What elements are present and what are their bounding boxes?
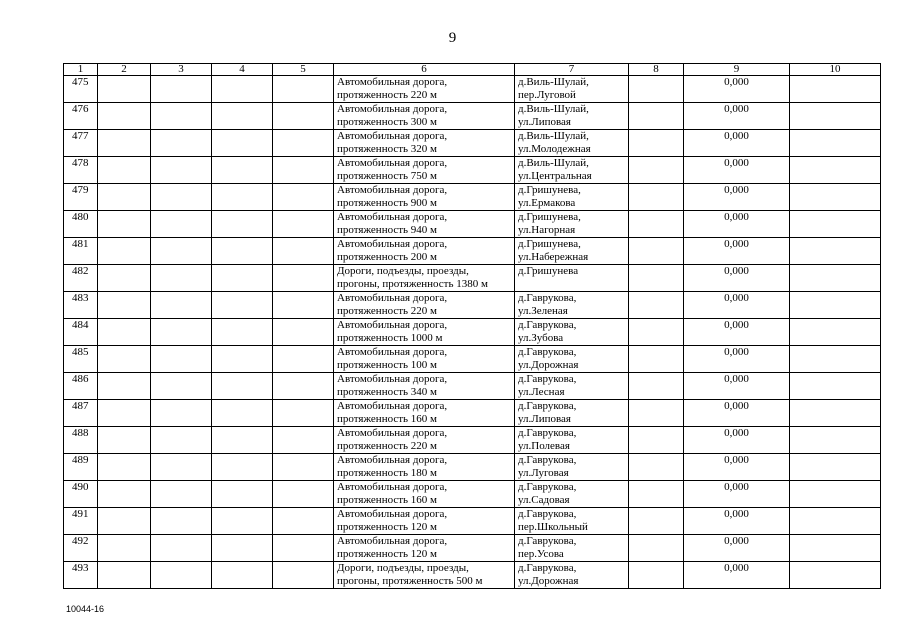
col-4-cell [212, 157, 273, 184]
object-name-line: протяженность 750 м [337, 169, 438, 182]
column-header-4: 4 [212, 64, 273, 76]
table-row [64, 130, 881, 157]
col-10-cell [790, 157, 881, 184]
col-8-cell [629, 373, 684, 400]
location-line: д.Гаврукова, [518, 373, 577, 385]
col-4-cell [212, 346, 273, 373]
row-number-cell: 480 [64, 211, 98, 238]
col-5-cell [273, 211, 334, 238]
col-3-cell [151, 130, 212, 157]
col-2-cell [98, 76, 151, 103]
col-8-cell [629, 103, 684, 130]
object-name-line: протяженность 200 м [337, 250, 438, 263]
value-cell: 0,000 [684, 562, 790, 589]
col-4-cell [212, 508, 273, 535]
location-line: пер.Луговой [518, 88, 576, 101]
value-cell: 0,000 [684, 211, 790, 238]
location-line: ул.Нагорная [518, 223, 576, 236]
col-3-cell [151, 400, 212, 427]
col-8-cell [629, 265, 684, 292]
col-8-cell [629, 184, 684, 211]
location-cell [515, 292, 629, 319]
object-name-line: протяженность 160 м [337, 493, 438, 506]
object-name-cell [334, 292, 515, 319]
location-cell [515, 76, 629, 103]
col-2-cell [98, 346, 151, 373]
table-row [64, 76, 881, 103]
object-name-line: Автомобильная дорога, [337, 373, 448, 385]
location-cell [515, 103, 629, 130]
object-name-line: Автомобильная дорога, [337, 130, 448, 142]
object-name-line: Автомобильная дорога, [337, 211, 448, 223]
col-10-cell [790, 346, 881, 373]
location-line: д.Гаврукова, [518, 481, 577, 493]
row-number-cell: 485 [64, 346, 98, 373]
col-3-cell [151, 427, 212, 454]
value-cell: 0,000 [684, 130, 790, 157]
col-10-cell [790, 481, 881, 508]
location-line: д.Гаврукова, [518, 454, 577, 466]
row-number-cell: 486 [64, 373, 98, 400]
table-row [64, 346, 881, 373]
column-header-6: 6 [334, 64, 515, 76]
location-line: д.Гришунева [518, 265, 579, 277]
col-8-cell [629, 427, 684, 454]
col-4-cell [212, 373, 273, 400]
location-line: ул.Зеленая [518, 304, 568, 317]
col-4-cell [212, 76, 273, 103]
column-header-7: 7 [515, 64, 629, 76]
col-2-cell [98, 103, 151, 130]
col-4-cell [212, 319, 273, 346]
value-cell: 0,000 [684, 373, 790, 400]
object-name-line: протяженность 220 м [337, 439, 438, 452]
col-10-cell [790, 130, 881, 157]
table-row [64, 184, 881, 211]
location-line: пер.Усова [518, 547, 564, 560]
value-cell: 0,000 [684, 319, 790, 346]
location-line: ул.Лесная [518, 385, 565, 398]
object-name-line: протяженность 100 м [337, 358, 438, 371]
location-cell [515, 238, 629, 265]
location-cell [515, 373, 629, 400]
location-cell [515, 535, 629, 562]
col-3-cell [151, 103, 212, 130]
col-8-cell [629, 400, 684, 427]
object-name-line: протяженность 160 м [337, 412, 438, 425]
col-3-cell [151, 535, 212, 562]
column-header-5: 5 [273, 64, 334, 76]
col-8-cell [629, 76, 684, 103]
object-name-line: прогоны, протяженность 1380 м [337, 277, 488, 290]
location-line: д.Гаврукова, [518, 400, 577, 412]
location-cell [515, 481, 629, 508]
object-name-line: Автомобильная дорога, [337, 238, 448, 250]
object-name-line: прогоны, протяженность 500 м [337, 574, 483, 587]
value-cell: 0,000 [684, 184, 790, 211]
col-3-cell [151, 184, 212, 211]
object-name-line: Автомобильная дорога, [337, 103, 448, 115]
row-number-cell: 488 [64, 427, 98, 454]
value-cell: 0,000 [684, 400, 790, 427]
row-number-cell: 487 [64, 400, 98, 427]
value-cell: 0,000 [684, 508, 790, 535]
object-name-line: Автомобильная дорога, [337, 319, 448, 331]
table-row [64, 508, 881, 535]
col-4-cell [212, 265, 273, 292]
location-line: д.Гаврукова, [518, 346, 577, 358]
row-number-cell: 478 [64, 157, 98, 184]
object-name-line: Автомобильная дорога, [337, 292, 448, 304]
location-line: ул.Садовая [518, 493, 570, 506]
row-number-cell: 484 [64, 319, 98, 346]
row-number-cell: 493 [64, 562, 98, 589]
col-8-cell [629, 157, 684, 184]
col-8-cell [629, 346, 684, 373]
location-line: д.Гаврукова, [518, 508, 577, 520]
object-name-cell [334, 535, 515, 562]
col-8-cell [629, 319, 684, 346]
col-2-cell [98, 562, 151, 589]
col-10-cell [790, 562, 881, 589]
value-cell: 0,000 [684, 76, 790, 103]
table-row [64, 373, 881, 400]
col-5-cell [273, 427, 334, 454]
col-2-cell [98, 373, 151, 400]
object-name-line: Автомобильная дорога, [337, 400, 448, 412]
location-cell [515, 184, 629, 211]
object-name-line: протяженность 220 м [337, 88, 438, 101]
object-name-line: Автомобильная дорога, [337, 454, 448, 466]
table-row [64, 481, 881, 508]
header-row [64, 64, 881, 76]
col-3-cell [151, 373, 212, 400]
object-name-cell [334, 319, 515, 346]
document-code: 10044-16 [66, 604, 105, 614]
col-10-cell [790, 265, 881, 292]
column-header-8: 8 [629, 64, 684, 76]
row-number-cell: 482 [64, 265, 98, 292]
col-5-cell [273, 292, 334, 319]
col-5-cell [273, 535, 334, 562]
object-name-cell [334, 157, 515, 184]
object-name-line: Автомобильная дорога, [337, 184, 448, 196]
col-10-cell [790, 454, 881, 481]
table-row [64, 400, 881, 427]
location-cell [515, 130, 629, 157]
location-line: ул.Полевая [518, 439, 570, 452]
row-number-cell: 489 [64, 454, 98, 481]
value-cell: 0,000 [684, 238, 790, 265]
col-5-cell [273, 400, 334, 427]
col-2-cell [98, 427, 151, 454]
col-8-cell [629, 292, 684, 319]
object-name-cell [334, 103, 515, 130]
col-2-cell [98, 238, 151, 265]
col-10-cell [790, 211, 881, 238]
location-cell [515, 400, 629, 427]
object-name-line: протяженность 1000 м [337, 331, 443, 344]
object-name-cell [334, 481, 515, 508]
col-3-cell [151, 157, 212, 184]
col-3-cell [151, 346, 212, 373]
col-2-cell [98, 400, 151, 427]
table-row [64, 292, 881, 319]
col-10-cell [790, 508, 881, 535]
col-8-cell [629, 562, 684, 589]
col-3-cell [151, 562, 212, 589]
object-name-line: Автомобильная дорога, [337, 481, 448, 493]
col-3-cell [151, 319, 212, 346]
col-4-cell [212, 481, 273, 508]
object-name-line: протяженность 120 м [337, 520, 438, 533]
row-number-cell: 490 [64, 481, 98, 508]
page-number: 9 [448, 30, 457, 46]
location-line: ул.Дорожная [518, 358, 579, 371]
location-cell [515, 265, 629, 292]
col-10-cell [790, 184, 881, 211]
location-cell [515, 211, 629, 238]
column-header-1: 1 [64, 64, 98, 76]
location-line: д.Гаврукова, [518, 562, 577, 574]
col-10-cell [790, 103, 881, 130]
value-cell: 0,000 [684, 265, 790, 292]
location-cell [515, 427, 629, 454]
value-cell: 0,000 [684, 346, 790, 373]
object-name-line: Автомобильная дорога, [337, 76, 448, 88]
object-name-cell [334, 508, 515, 535]
col-5-cell [273, 454, 334, 481]
col-4-cell [212, 454, 273, 481]
location-line: ул.Центральная [518, 169, 592, 182]
col-4-cell [212, 562, 273, 589]
col-3-cell [151, 292, 212, 319]
object-name-cell [334, 400, 515, 427]
col-3-cell [151, 481, 212, 508]
location-cell [515, 319, 629, 346]
object-name-line: протяженность 300 м [337, 115, 438, 128]
column-header-2: 2 [98, 64, 151, 76]
col-5-cell [273, 76, 334, 103]
value-cell: 0,000 [684, 454, 790, 481]
col-2-cell [98, 184, 151, 211]
location-line: д.Гришунева, [518, 238, 581, 250]
row-number-cell: 491 [64, 508, 98, 535]
object-name-line: протяженность 940 м [337, 223, 438, 236]
object-name-line: протяженность 180 м [337, 466, 438, 479]
column-header-9: 9 [684, 64, 790, 76]
table-row [64, 157, 881, 184]
row-number-cell: 476 [64, 103, 98, 130]
col-10-cell [790, 400, 881, 427]
col-4-cell [212, 103, 273, 130]
col-2-cell [98, 211, 151, 238]
table-row [64, 319, 881, 346]
value-cell: 0,000 [684, 427, 790, 454]
object-name-line: Автомобильная дорога, [337, 157, 448, 169]
object-name-line: Дороги, подъезды, проезды, [337, 265, 469, 277]
row-number-cell: 492 [64, 535, 98, 562]
table-row [64, 454, 881, 481]
object-name-cell [334, 346, 515, 373]
column-header-10: 10 [790, 64, 881, 76]
col-2-cell [98, 265, 151, 292]
col-2-cell [98, 508, 151, 535]
col-4-cell [212, 292, 273, 319]
col-5-cell [273, 373, 334, 400]
object-name-line: протяженность 900 м [337, 196, 438, 209]
object-name-cell [334, 130, 515, 157]
location-line: д.Гришунева, [518, 184, 581, 196]
col-8-cell [629, 535, 684, 562]
object-name-line: Автомобильная дорога, [337, 427, 448, 439]
object-name-cell [334, 211, 515, 238]
col-5-cell [273, 508, 334, 535]
col-5-cell [273, 157, 334, 184]
col-8-cell [629, 454, 684, 481]
col-2-cell [98, 454, 151, 481]
col-10-cell [790, 427, 881, 454]
col-2-cell [98, 481, 151, 508]
location-line: д.Виль-Шулай, [518, 157, 589, 169]
object-name-cell [334, 238, 515, 265]
col-8-cell [629, 238, 684, 265]
col-3-cell [151, 454, 212, 481]
location-line: ул.Набережная [518, 250, 589, 263]
object-name-line: протяженность 340 м [337, 385, 438, 398]
col-5-cell [273, 319, 334, 346]
object-name-line: Дороги, подъезды, проезды, [337, 562, 469, 574]
location-line: д.Гаврукова, [518, 427, 577, 439]
location-line: ул.Луговая [518, 466, 569, 479]
registry-table [63, 63, 881, 589]
table-row [64, 103, 881, 130]
col-2-cell [98, 130, 151, 157]
location-line: ул.Молодежная [518, 142, 591, 155]
column-header-3: 3 [151, 64, 212, 76]
col-3-cell [151, 508, 212, 535]
object-name-cell [334, 76, 515, 103]
col-8-cell [629, 211, 684, 238]
table-row [64, 211, 881, 238]
col-10-cell [790, 292, 881, 319]
value-cell: 0,000 [684, 292, 790, 319]
location-line: пер.Школьный [518, 520, 588, 533]
location-line: ул.Дорожная [518, 574, 579, 587]
col-2-cell [98, 535, 151, 562]
table-row [64, 238, 881, 265]
location-line: д.Гришунева, [518, 211, 581, 223]
col-3-cell [151, 238, 212, 265]
col-5-cell [273, 238, 334, 265]
location-line: д.Виль-Шулай, [518, 76, 589, 88]
col-10-cell [790, 373, 881, 400]
col-4-cell [212, 238, 273, 265]
col-4-cell [212, 211, 273, 238]
col-10-cell [790, 76, 881, 103]
col-2-cell [98, 292, 151, 319]
col-8-cell [629, 130, 684, 157]
object-name-cell [334, 454, 515, 481]
col-10-cell [790, 238, 881, 265]
row-number-cell: 477 [64, 130, 98, 157]
location-cell [515, 508, 629, 535]
col-10-cell [790, 535, 881, 562]
object-name-line: протяженность 320 м [337, 142, 438, 155]
location-line: ул.Липовая [518, 115, 571, 128]
object-name-line: Автомобильная дорога, [337, 508, 448, 520]
col-4-cell [212, 184, 273, 211]
col-5-cell [273, 562, 334, 589]
col-5-cell [273, 184, 334, 211]
location-cell [515, 157, 629, 184]
object-name-cell [334, 373, 515, 400]
col-5-cell [273, 346, 334, 373]
row-number-cell: 481 [64, 238, 98, 265]
object-name-cell [334, 427, 515, 454]
location-line: д.Гаврукова, [518, 292, 577, 304]
col-4-cell [212, 535, 273, 562]
location-line: д.Гаврукова, [518, 319, 577, 331]
value-cell: 0,000 [684, 481, 790, 508]
location-cell [515, 562, 629, 589]
col-5-cell [273, 103, 334, 130]
location-cell [515, 454, 629, 481]
table-row [64, 562, 881, 589]
table-row [64, 265, 881, 292]
value-cell: 0,000 [684, 157, 790, 184]
location-line: д.Виль-Шулай, [518, 130, 589, 142]
location-line: д.Виль-Шулай, [518, 103, 589, 115]
col-8-cell [629, 481, 684, 508]
row-number-cell: 475 [64, 76, 98, 103]
object-name-line: Автомобильная дорога, [337, 346, 448, 358]
col-4-cell [212, 130, 273, 157]
object-name-cell [334, 184, 515, 211]
col-3-cell [151, 76, 212, 103]
table-row [64, 535, 881, 562]
object-name-line: Автомобильная дорога, [337, 535, 448, 547]
object-name-line: протяженность 220 м [337, 304, 438, 317]
col-2-cell [98, 157, 151, 184]
col-5-cell [273, 481, 334, 508]
col-10-cell [790, 319, 881, 346]
location-line: д.Гаврукова, [518, 535, 577, 547]
col-3-cell [151, 211, 212, 238]
object-name-cell [334, 562, 515, 589]
row-number-cell: 483 [64, 292, 98, 319]
col-3-cell [151, 265, 212, 292]
location-line: ул.Липовая [518, 412, 571, 425]
col-5-cell [273, 130, 334, 157]
object-name-line: протяженность 120 м [337, 547, 438, 560]
value-cell: 0,000 [684, 535, 790, 562]
row-number-cell: 479 [64, 184, 98, 211]
col-2-cell [98, 319, 151, 346]
location-line: ул.Ермакова [518, 196, 576, 209]
table-row [64, 427, 881, 454]
col-8-cell [629, 508, 684, 535]
object-name-cell [334, 265, 515, 292]
col-4-cell [212, 427, 273, 454]
col-4-cell [212, 400, 273, 427]
col-5-cell [273, 265, 334, 292]
location-line: ул.Зубова [518, 331, 564, 344]
location-cell [515, 346, 629, 373]
value-cell: 0,000 [684, 103, 790, 130]
